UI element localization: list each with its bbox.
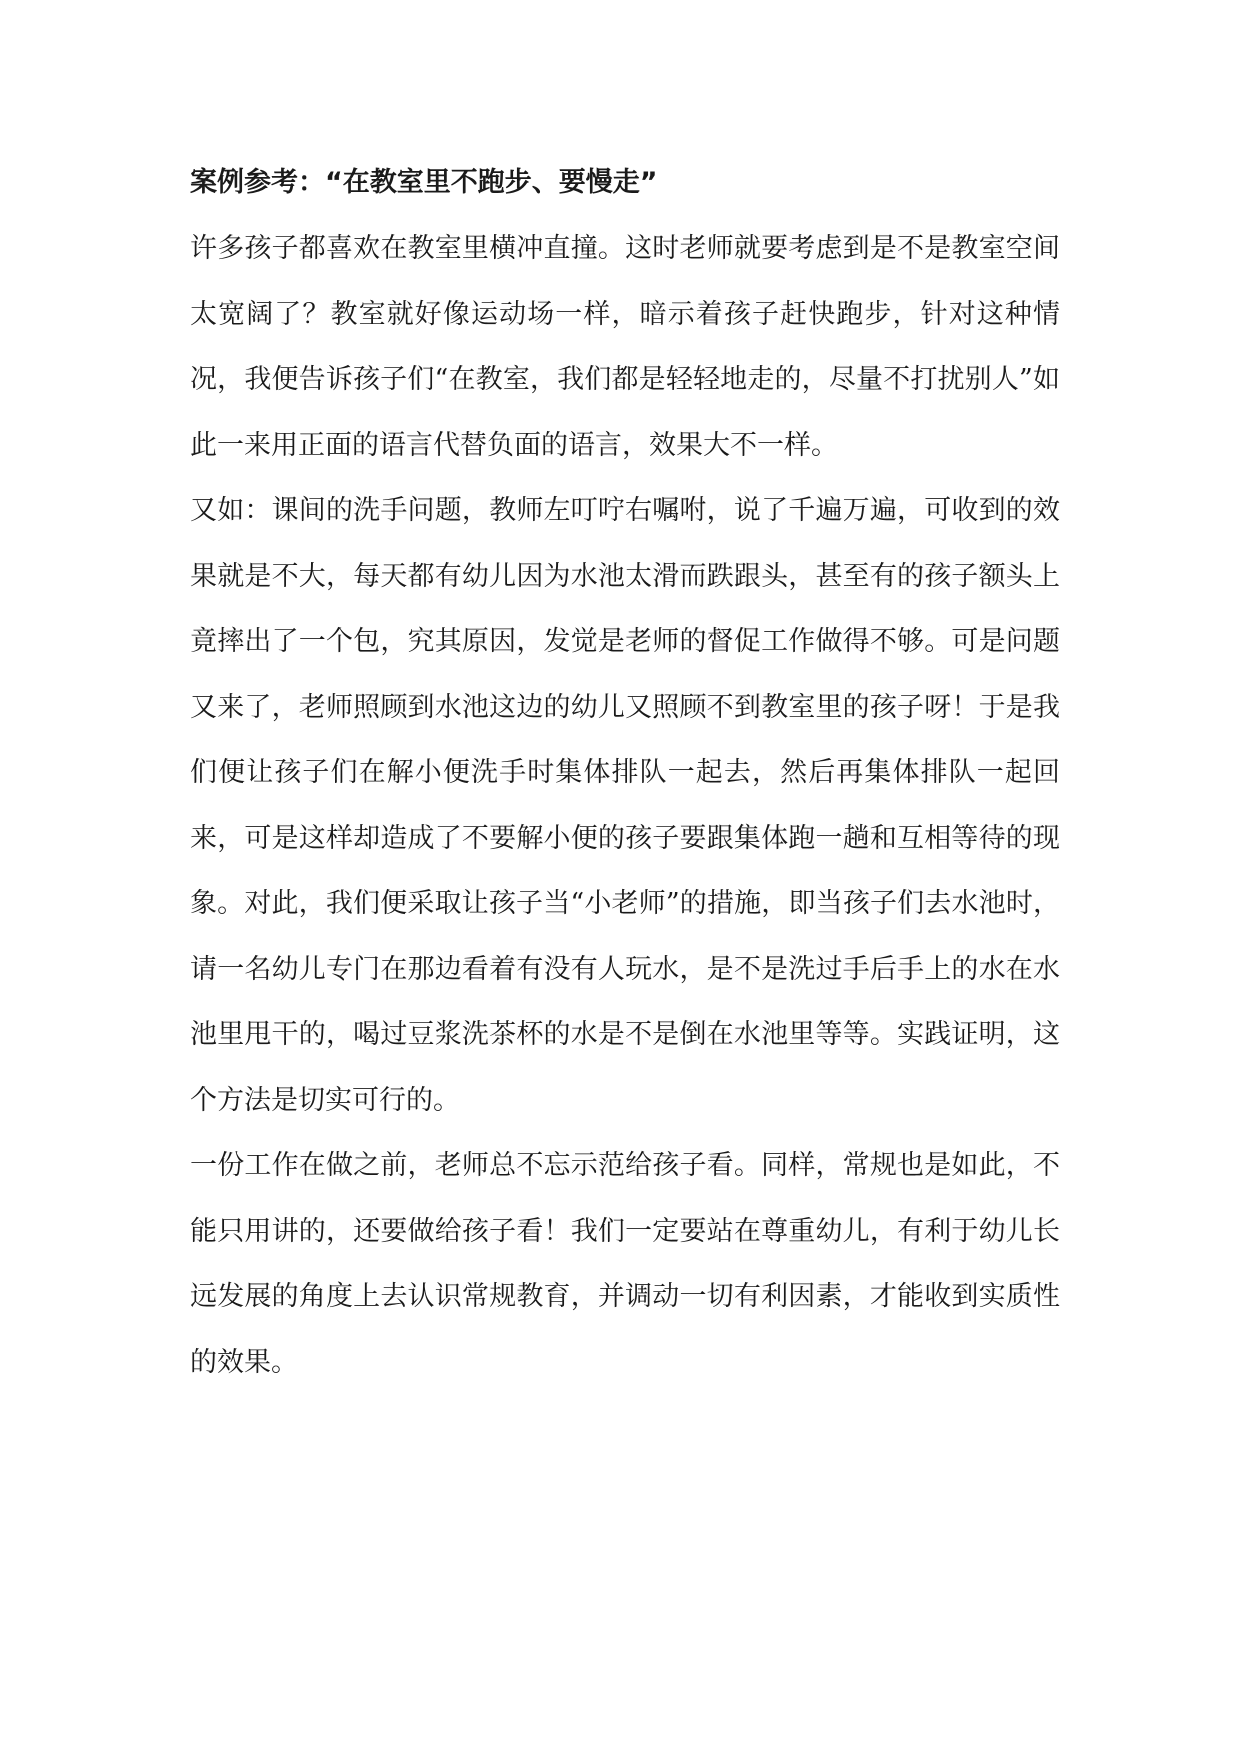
document-title: 案例参考：“在教室里不跑步、要慢走” bbox=[190, 167, 658, 198]
document-page bbox=[190, 150, 1060, 1395]
paragraph-3: 一份工作在做之前，老师总不忘示范给孩子看。同样，常规也是如此，不能只用讲的，还要做给孩子看！我们一定要站在尊重幼儿，有利于幼儿长远发展的角度上去认识常规教育，并调动一切有利因素，才能收到实质性的效果。 bbox=[190, 1150, 1060, 1378]
paragraph-1: 许多孩子都喜欢在教室里横冲直撞。这时老师就要考虑到是不是教室空间太宽阔了？教室就好像运动场一样，暗示着孩子赶快跑步，针对这种情况，我便告诉孩子们“在教室，我们都是轻轻地走的，尽量不打扰别人”如此一来用正面的语言代替负面的语言，效果大不一样。 bbox=[190, 233, 1060, 461]
paragraph-2: 又如：课间的洗手问题，教师左叮咛右嘱咐，说了千遍万遍，可收到的效果就是不大，每天都有幼儿因为水池太滑而跌跟头，甚至有的孩子额头上竟摔出了一个包，究其原因，发觉是老师的督促工作做得不够。可是问题又来了，老师照顾到水池这边的幼儿又照顾不到教室里的孩子呀！于是我们便让孩子们在解小便洗手时集体排队一起去，然后再集体排队一起回来，可是这样却造成了不要解小便的孩子要跟集体跑一趟和互相等待的现象。对此，我们便采取让孩子当“小老师”的措施，即当孩子们去水池时，请一名幼儿专门在那边看着有没有人玩水，是不是洗过手后手上的水在水池里甩干的，喝过豆浆洗茶杯的水是不是倒在水池里等等。实践证明，这个方法是切实可行的。 bbox=[190, 495, 1060, 1116]
